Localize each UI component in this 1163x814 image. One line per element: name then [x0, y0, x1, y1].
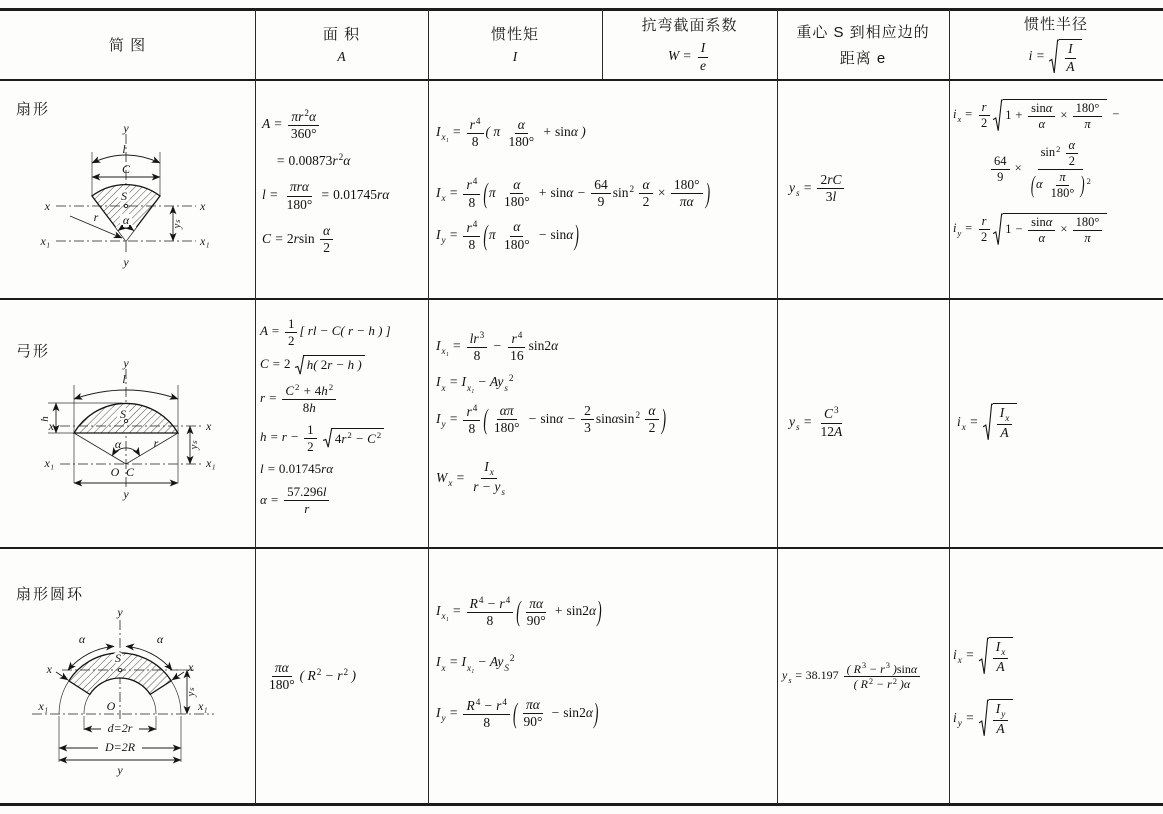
centroid-label: S — [115, 651, 121, 665]
formula: α = $\frac{57.296l}{r}$ — [260, 484, 428, 516]
formula: $I_x = I_{x_1} - Ay_s^2$ — [436, 373, 514, 393]
annulus-gyration-cell — [953, 637, 1158, 738]
segment-inertia-cell — [436, 330, 774, 498]
header-section-modulus — [602, 10, 777, 78]
x1-axis-label-right: x₁ — [206, 456, 216, 470]
arc-length-label: l — [122, 372, 126, 386]
row-label-annular-sector: 扇形圆环 — [16, 586, 85, 603]
x1-axis-label-right: x₁ — [200, 234, 210, 248]
formula: $i_x$ = $\frac{r}{2}$ 1 + $\frac{\sin\alpha}{\alpha}$ × $\frac{180^\circ}{\pi}$ − — [953, 100, 1120, 131]
origin-label: O — [110, 465, 120, 479]
formula: $\frac{\pi\alpha}{180^\circ}$ ( $R^2 - r^2$ ) — [269, 659, 356, 692]
x-axis-label-right: x — [200, 199, 206, 213]
formula: $i_y$ = $\frac{I_y}{A}$ — [953, 699, 1158, 737]
sector-inertia-cell — [436, 116, 774, 253]
formula: $I_y$ = $\frac{R^4 - r^4}{8}$ ( $\frac{\pi\alpha}{90^\circ}$ − sin2α ) — [436, 696, 599, 730]
row-divider-2 — [0, 547, 1163, 549]
x1-axis-label-left: x₁ — [44, 456, 54, 470]
header-inertia-label: 惯性矩 — [490, 26, 539, 43]
centroid-label: S — [121, 189, 127, 203]
centroid-label: S — [120, 407, 126, 421]
header-diagram-label: 简 图 — [108, 36, 147, 54]
row-label-sector: 扇形 — [16, 101, 51, 118]
header-centroid-line1: 重心 S 到相应边的 — [796, 23, 930, 41]
formula: $y_s$ = $\frac{2rC}{3l}$ — [789, 172, 846, 205]
radius-line-right — [126, 433, 178, 464]
formula: $I_y$ = $\frac{r^4}{8}$ ( π $\frac{\alpha}{180^\circ}$ − sinα ) — [436, 218, 579, 253]
x-axis-label-left: x — [48, 419, 54, 433]
y-axis-label-bottom: y — [123, 255, 129, 269]
centroid-point — [124, 204, 127, 207]
formula: $\frac{64}{9}$ × $\sin^2$ $\frac{\alpha}{2}$ ( α $\frac{\pi}{180^\circ}$ ) $^2$ — [989, 138, 1161, 201]
radius-label: r — [153, 436, 159, 450]
formula: r = $\frac{C^2 + 4h^2}{8h}$ — [260, 382, 428, 415]
formula: A = $\frac{\pi r^2\alpha}{360^\circ}$ — [262, 108, 426, 142]
formula: $i_y$ = $\frac{r}{2}$ 1 − $\frac{\sin\alpha}{\alpha}$ × $\frac{180^\circ}{\pi}$ — [953, 213, 1161, 246]
annulus-area-cell — [258, 550, 432, 803]
cut-edge-arrow-left — [56, 672, 68, 680]
header-centroid-line2: 距离 e — [839, 49, 887, 67]
header-section-modulus-formula: W = $\frac{I}{e}$ — [668, 40, 711, 73]
header-inertia-symbol: I — [512, 49, 518, 64]
x-axis-label-right: x — [206, 419, 212, 433]
header-centroid-distance — [777, 10, 949, 78]
x1-axis-label-left: x₁ — [40, 234, 50, 248]
segment-area-cell — [260, 316, 428, 517]
header-area-symbol: A — [337, 49, 346, 64]
annulus-e-cell — [779, 550, 952, 803]
formula: l = 0.01745rα — [260, 461, 334, 477]
alpha-label: α — [122, 213, 130, 227]
ys-label: yₛ — [188, 440, 200, 450]
y-axis-label-top: y — [117, 605, 123, 619]
formula: l = $\frac{\text{πrα}}{180^\circ}$ = 0.01745rα — [262, 179, 390, 212]
height-label: h — [39, 416, 51, 422]
radius-label: r — [93, 210, 99, 224]
header-radius-gyration-formula: i = $\frac{I}{A}$ — [1029, 39, 1084, 74]
inner-diameter-label: d=2r — [107, 721, 133, 735]
x1-axis-label-right: x₁ — [198, 699, 208, 713]
formula: A = $\frac{1}{2}$ [ rl − C( r − h ) ] — [260, 316, 391, 348]
segment-diagram — [30, 355, 235, 530]
ys-label: yₛ — [185, 687, 197, 697]
header-radius-gyration-label: 惯性半径 — [1023, 16, 1088, 34]
alpha-label-right: α — [156, 632, 164, 646]
cut-edge-arrow-right — [172, 672, 184, 680]
ys-label: yₛ — [171, 219, 183, 229]
header-radius-gyration — [949, 10, 1163, 78]
sector-e-cell — [781, 81, 955, 296]
formula: $i_x$ = $\frac{I_x}{A}$ — [957, 403, 1018, 441]
header-divider — [0, 79, 1163, 81]
y-axis-label-top: y — [123, 356, 129, 370]
alpha-label-left: α — [78, 632, 86, 646]
header-area-label: 面 积 — [322, 26, 361, 43]
origin-label: O — [106, 699, 116, 713]
formula: C = 2rsin $\frac{\alpha}{2}$ — [262, 223, 426, 256]
column-divider-4 — [777, 8, 778, 804]
chord-label: C — [121, 162, 131, 176]
formula: = $0.00873r^2\alpha$ — [276, 152, 351, 169]
table-border-bottom — [0, 803, 1163, 806]
chord-label: C — [125, 465, 135, 479]
x-axis-label-left: x — [44, 199, 50, 213]
centroid-point — [118, 668, 121, 671]
x1-axis-label-left: x₁ — [38, 699, 48, 713]
row-label-segment: 弓形 — [16, 343, 51, 360]
formula: $I_{x_1}$ = $\frac{lr^3}{8}$ − $\frac{r^4}{16}$ sin2α — [436, 330, 559, 364]
formula: h = r − $\frac{1}{2}$ $4r^2 - C^2$ — [260, 422, 428, 454]
segment-e-cell — [781, 300, 955, 545]
column-divider-1 — [255, 8, 256, 804]
header-inertia — [428, 10, 602, 78]
header-section-modulus-label: 抗弯截面系数 — [641, 17, 738, 35]
annulus-inertia-cell — [436, 595, 774, 731]
x-axis-label-left: x — [46, 662, 52, 676]
formula: $i_x$ = $\frac{I_x}{A}$ — [953, 637, 1158, 675]
formula: C = 2 h( 2r − h ) — [260, 355, 428, 375]
annular-sector-diagram — [18, 598, 253, 802]
formula: $y_s$ = $\frac{C^3}{12A}$ — [789, 405, 843, 439]
arc-length-label: l — [122, 142, 126, 156]
sector-area-cell — [262, 108, 426, 256]
formula: $y_s = 38.197$ $\frac{( R^3 - r^3 )\sin\alpha}{( R^2 - r^2 )\alpha}$ — [782, 661, 922, 692]
alpha-label: α — [114, 437, 122, 451]
y-axis-label-top: y — [123, 122, 129, 135]
formula: $W_x$ = $\frac{I_x}{r - y_s}$ — [436, 459, 505, 498]
formula: $I_x$ = $\frac{r^4}{8}$ ( π $\frac{\alpha}{180^\circ}$ + sinα − $\frac{64}{9}$ $\sin^2$ $\frac{\alpha}{2}$ × $\frac{180^\circ}{\pi\alpha}$ ) — [436, 176, 711, 210]
formula: $I_y$ = $\frac{r^4}{8}$ ( $\frac{\alpha\pi}{180^\circ}$ − sinα − $\frac{2}{3}$ sinαsin$^2$ $\frac{\alpha}{2}$ ) — [436, 402, 666, 436]
outer-diameter-label: D=2R — [104, 740, 136, 754]
formula: $I_x = I_{x_1} - Ay_S^2$ — [436, 653, 515, 673]
y-axis-label-bottom: y — [117, 763, 123, 777]
segment-gyration-cell — [953, 300, 1162, 545]
formula: $I_{x_1}$ = $\frac{R^4 - r^4}{8}$ ( $\frac{\pi\alpha}{90^\circ}$ + sin2α ) — [436, 595, 602, 629]
y-axis-label-bottom: y — [123, 487, 129, 501]
header-area — [255, 10, 428, 78]
header-diagram — [0, 10, 255, 78]
sector-diagram — [30, 122, 230, 272]
x-axis-label-right: x — [188, 660, 194, 674]
formula: $I_{x_1}$ = $\frac{r^4}{8}$ ( π $\frac{\alpha}{180^\circ}$ + sinα ) — [436, 116, 586, 150]
sector-gyration-cell — [953, 99, 1161, 246]
